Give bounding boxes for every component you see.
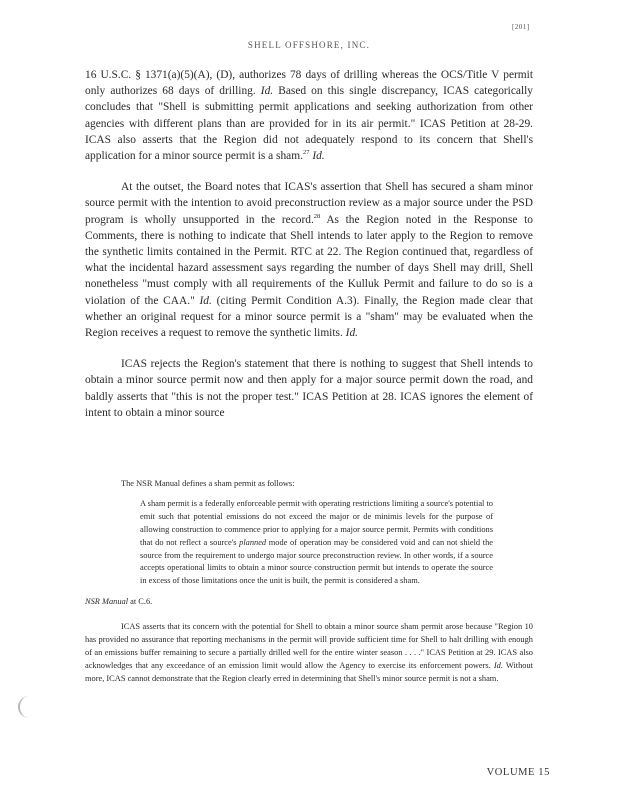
footnote-28 <box>85 621 533 686</box>
footnotes <box>85 478 533 686</box>
scan-edge-mark <box>18 696 34 718</box>
footnote-ref-28: 28 <box>313 212 321 220</box>
citation-source: NSR Manual <box>85 597 129 607</box>
p2-text-c: (citing Permit Condition A.3). Finally, the Region made clear that whether an original request for a minor source permit is a "sham" may be evaluated when the Region receives a request to remove the synthetic limits. <box>85 294 533 340</box>
citation-page: at C.6. <box>128 597 153 607</box>
p2-id-cite: Id. <box>199 294 212 307</box>
footnote-27-citation <box>85 596 533 609</box>
fn28-id-cite: Id. <box>493 660 503 670</box>
paragraph-1 <box>85 67 533 164</box>
p2-text-b: As the Region noted in the Response to Comments, there is nothing to indicate that Shell intends to later apply to the Region to remove the synthetic limits contained in the Permit. RTC at 22. The Region continued that, regardless of what the incidental hazard assessment says regarding the number of days Shell may drill, Shell nonetheless "must comply with all requirements of the Kulluk Permit and failure to do so is a violation of the CAA." <box>85 213 533 307</box>
fn28-text-b: Without more, ICAS cannot demonstrate that the Region clearly erred in determining that Shell's minor source permit is not a sham. <box>85 660 533 683</box>
paragraph-3: ICAS rejects the Region's statement that there is nothing to suggest that Shell intends to obtain a minor source permit now and then apply for a major source permit down the road, and baldly asserts that "this is not the proper test." ICAS Petition at 28. ICAS ignores the element of intent to obtain a minor source <box>85 358 533 419</box>
footnote-27-intro: The NSR Manual defines a sham permit as follows: <box>121 479 295 488</box>
p2-text-a: At the outset, the Board notes that ICAS's assertion that Shell has secured a sham minor source permit with the intention to avoid preconstruction review as a major source under the PSD program is wholly unsupported in the record. <box>85 181 533 226</box>
footnote-ref-27: 27 <box>302 149 310 157</box>
paragraph-2 <box>85 179 533 341</box>
main-text <box>85 67 533 436</box>
page-number: [201] <box>512 23 530 31</box>
p1-id-cite: Id. <box>260 85 274 98</box>
p1-id-cite-2: Id. <box>312 150 325 163</box>
volume-label: VOLUME 15 <box>486 767 550 778</box>
footnote-27-quote <box>140 498 493 588</box>
p2-id-cite-2: Id. <box>345 327 358 340</box>
p1-text-b: Based on this single discrepancy, ICAS categorically concludes that "Shell is submitting permit applications and seeking authorization from other agencies with different plans than are provided for in its air permit." ICAS Petition at 28-29. ICAS also asserts that the Region did not adequately respond to its concern that Shell's application for a minor source permit is a sham. <box>85 85 533 163</box>
running-head: SHELL OFFSHORE, INC. <box>247 40 371 50</box>
quote-text-b: mode of operation may be considered void and can not shield the source from the requirement to undergo major source preconstruction review. In other words, if a source accepts operational limits to obtain a minor source construction permit but intends to operate the source in excess of those limitations once the unit is built, the permit is considered a sham. <box>140 537 493 586</box>
fn28-text-a: ICAS asserts that its concern with the potential for Shell to obtain a minor source sham permit arose because "Region 10 has provided no assurance that reporting mechanisms in the permit will provide sufficient time for Shell to halt drilling with enough of an emissions buffer remaining to secure a partially drilled well for the entire winter season . . . ." ICAS Petition at 29. ICAS also acknowledges that any exceedance of an emission limit would allow the Agency to exercise its enforcement powers. <box>85 622 533 670</box>
quote-text-a: A sham permit is a federally enforceable permit with operating restrictions limiting a source's potential to emit such that potential emissions do not exceed the major or de minimis levels for the purpose of allowing construction to commence prior to applying for a major source permit. Permits with conditions that do not reflect a source's <box>140 498 493 547</box>
quote-emphasis: planned <box>239 537 267 547</box>
p1-text-a: 16 U.S.C. § 1371(a)(5)(A), (D), authorizes 78 days of drilling whereas the OCS/Title V permit only authorizes 68 days of drilling. <box>85 69 533 98</box>
